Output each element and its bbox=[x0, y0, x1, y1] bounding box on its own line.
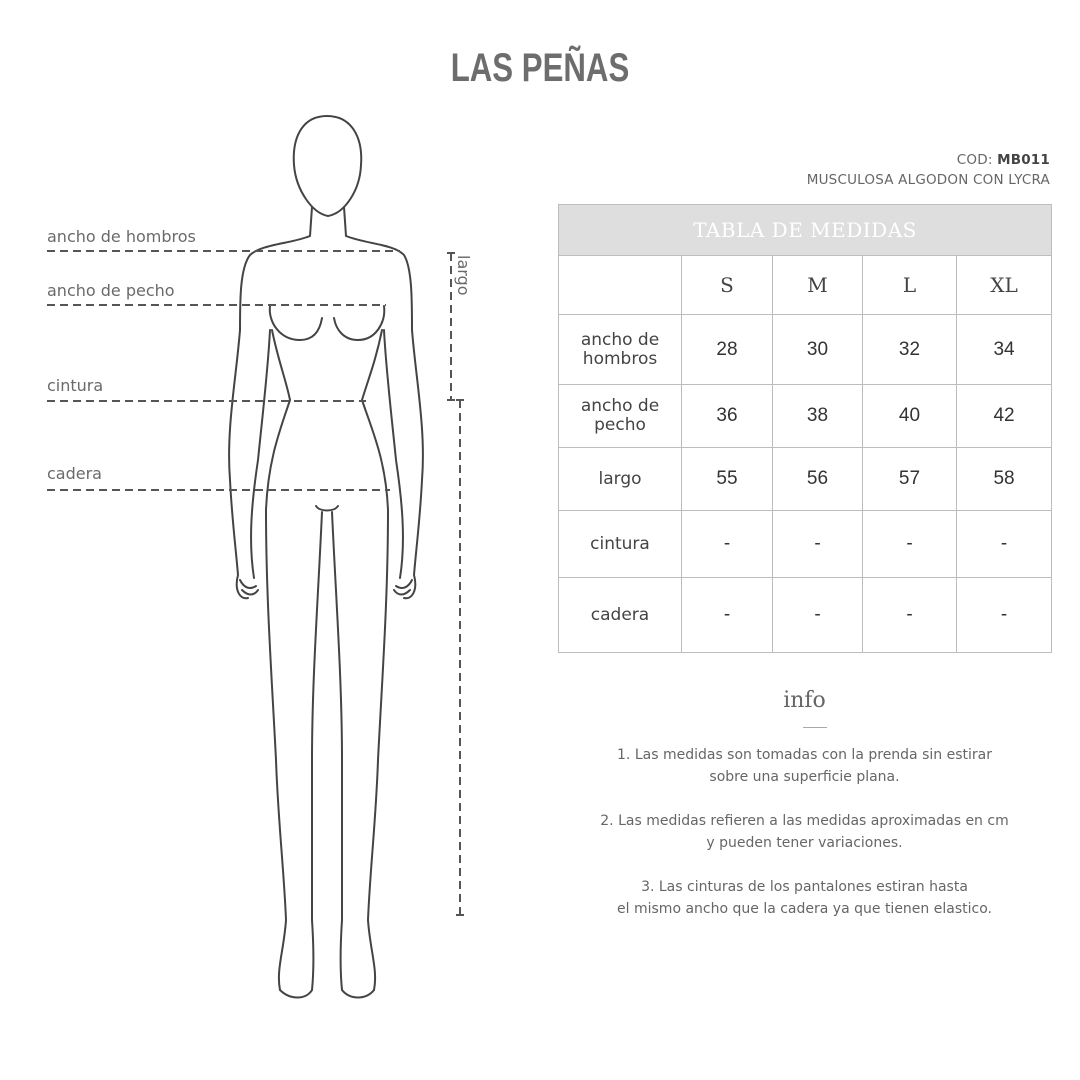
product-code bbox=[807, 150, 1050, 170]
table-cell: - bbox=[957, 511, 1052, 578]
table-cell: 28 bbox=[682, 315, 773, 385]
info-note-1: 1. Las medidas son tomadas con la prenda sin estirar sobre una superficie plana. bbox=[617, 747, 992, 785]
table-cell: - bbox=[682, 578, 773, 653]
table-row bbox=[559, 578, 1052, 653]
product-info bbox=[807, 150, 1050, 190]
table-cell: 55 bbox=[682, 448, 773, 511]
row-label-text: ancho de hombros bbox=[580, 329, 660, 369]
table-title: TABLA DE MEDIDAS bbox=[559, 205, 1052, 256]
table-row bbox=[559, 315, 1052, 385]
table-cell: 58 bbox=[957, 448, 1052, 511]
size-header: M bbox=[773, 256, 863, 315]
row-label: cadera bbox=[559, 578, 682, 653]
table-cell: 56 bbox=[773, 448, 863, 511]
table-cell: 38 bbox=[773, 385, 863, 448]
table-cell: - bbox=[773, 578, 863, 653]
row-label-text: ancho de pecho bbox=[580, 396, 660, 435]
code-label: COD: bbox=[956, 152, 993, 168]
table-row bbox=[559, 385, 1052, 448]
label-hip: cadera bbox=[47, 464, 102, 483]
table-cell: - bbox=[957, 578, 1052, 653]
table-cell: 36 bbox=[682, 385, 773, 448]
product-description: MUSCULOSA ALGODON CON LYCRA bbox=[806, 172, 1050, 188]
info-divider bbox=[803, 727, 827, 728]
row-label bbox=[559, 385, 682, 448]
info-note-2: 2. Las medidas refieren a las medidas aproximadas en cm y pueden tener variaciones. bbox=[600, 813, 1009, 851]
info-note-3: 3. Las cinturas de los pantalones estiran hasta el mismo ancho que la cadera ya que tienen elastico. bbox=[617, 879, 992, 917]
size-header: L bbox=[863, 256, 957, 315]
table-cell: - bbox=[773, 511, 863, 578]
table-cell: 40 bbox=[863, 385, 957, 448]
table-cell: - bbox=[682, 511, 773, 578]
table-row bbox=[559, 511, 1052, 578]
table-cell: - bbox=[863, 578, 957, 653]
info-title: info bbox=[783, 688, 826, 713]
label-shoulders: ancho de hombros bbox=[47, 227, 196, 246]
table-cell: 32 bbox=[863, 315, 957, 385]
table-cell: 57 bbox=[863, 448, 957, 511]
row-label: cintura bbox=[559, 511, 682, 578]
code-value: MB011 bbox=[997, 152, 1050, 168]
table-row bbox=[559, 448, 1052, 511]
size-header: S bbox=[682, 256, 773, 315]
row-label bbox=[559, 315, 682, 385]
label-length: largo bbox=[454, 255, 473, 296]
brand-title: LAS PEÑAS bbox=[450, 46, 630, 90]
table-header-row bbox=[559, 256, 1052, 315]
label-chest: ancho de pecho bbox=[47, 281, 175, 300]
table-cell: 30 bbox=[773, 315, 863, 385]
corner-cell bbox=[559, 256, 682, 315]
table-cell: - bbox=[863, 511, 957, 578]
label-waist: cintura bbox=[47, 376, 104, 395]
row-label: largo bbox=[559, 448, 682, 511]
size-table bbox=[558, 204, 1052, 653]
table-cell: 42 bbox=[957, 385, 1052, 448]
table-title-row bbox=[559, 205, 1052, 256]
size-header: XL bbox=[957, 256, 1052, 315]
table-cell: 34 bbox=[957, 315, 1052, 385]
